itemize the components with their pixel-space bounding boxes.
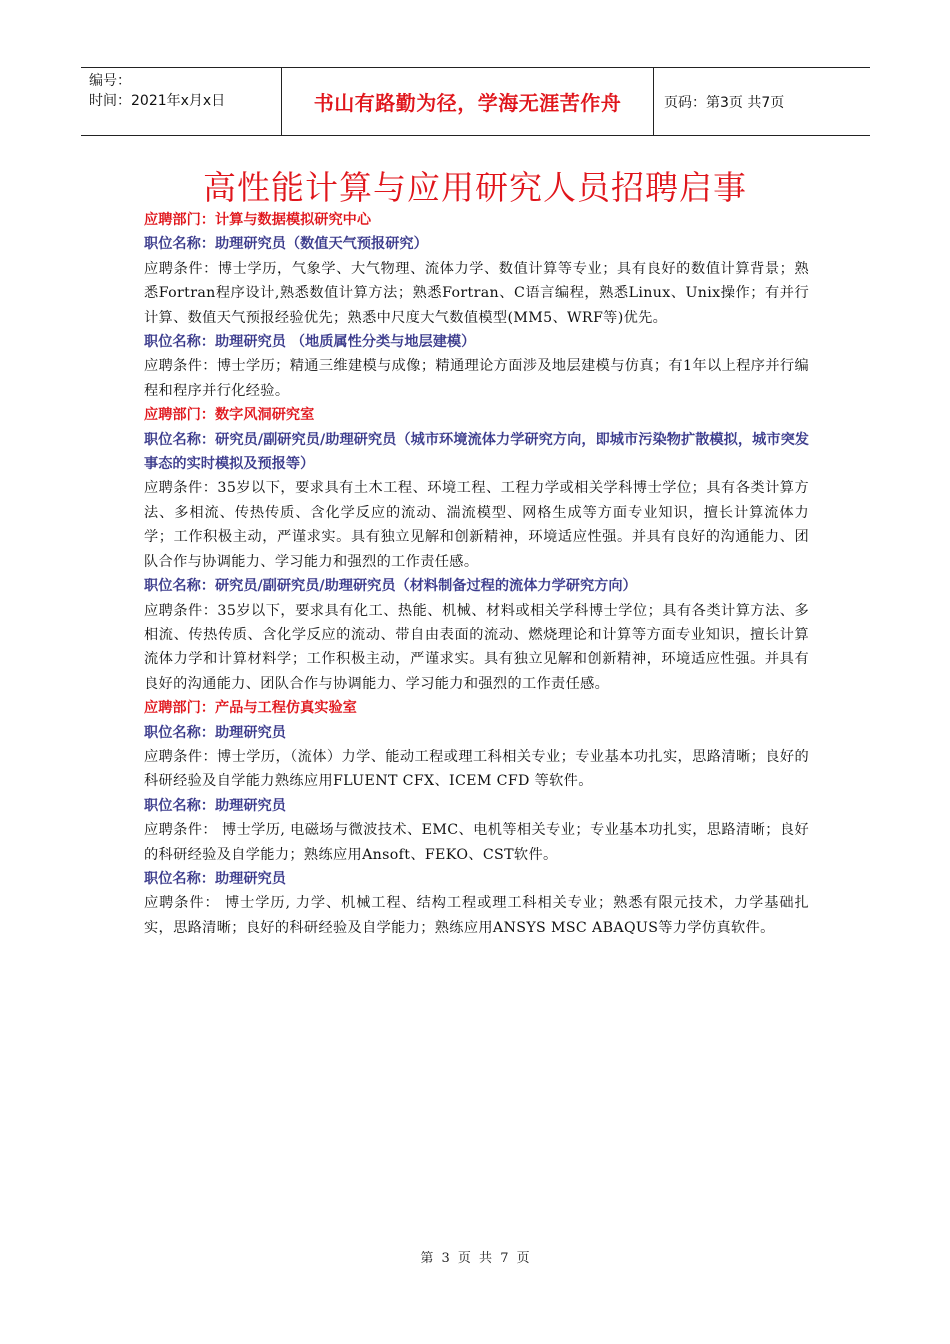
position-heading: 职位名称：助理研究员 [144,870,286,887]
requirements-paragraph: 应聘条件：35岁以下，要求具有土木工程、环境工程、工程力学或相关学科博士学位；具有各类计算方法、多相流、传热传质、含化学反应的流动、湍流模型、网格生成等方面专业知识，擅长计算流体力学；工作积极主动，严谨求实。具有独立见解和创新精神，环境适应性强。并具有良好的沟通能力、团队合作与协调能力、学习能力和强烈的工作责任感。 [144,480,809,570]
requirements-paragraph: 应聘条件：博士学历，（流体）力学、能动工程或理工科相关专业；专业基本功扎实，思路清晰；良好的科研经验及自学能力熟练应用FLUENT CFX、ICEM CFD 等软件。 [144,748,809,790]
position-heading: 职位名称：助理研究员（数值天气预报研究） [144,236,428,253]
header-meta [81,68,282,135]
position-heading: 职位名称：助理研究员 [144,724,286,741]
position-heading: 职位名称：助理研究员 [144,797,286,814]
time-label: 时间：2021年x月x日 [89,93,226,109]
position-heading: 职位名称：研究员/副研究员/助理研究员（城市环境流体力学研究方向，即城市污染物扩散模拟，城市突发事态的实时模拟及预报等） [144,431,809,473]
page-footer: 第 3 页 共 7 页 [420,1251,530,1266]
header-page-info: 页码：第3页 共7页 [664,94,785,111]
requirements-paragraph: 应聘条件： 博士学历, 力学、机械工程、结构工程或理工科相关专业；熟悉有限元技术，力学基础扎实，思路清晰；良好的科研经验及自学能力；熟练应用ANSYS MSC ABAQUS等力学仿真软件。 [144,895,809,936]
requirements-paragraph: 应聘条件：博士学历，气象学、大气物理、流体力学、数值计算等专业；具有良好的数值计算背景；熟悉Fortran程序设计,熟悉数值计算方法；熟悉Fortran、C语言编程，熟悉Linux、Unix操作；有并行计算、数值天气预报经验优先；熟悉中尺度大气数值模型(MM5、WRF等)优先。 [144,260,809,326]
department-heading: 应聘部门：计算与数据模拟研究中心 [144,212,372,228]
requirements-paragraph: 应聘条件：35岁以下，要求具有化工、热能、机械、材料或相关学科博士学位；具有各类计算方法、多相流、传热传质、含化学反应的流动、带自由表面的流动、燃烧理论和计算等方面专业知识，擅长计算流体力学和计算材料学；工作积极主动，严谨求实。具有独立见解和创新精神，环境适应性强。并具有良好的沟通能力、团队合作与协调能力、学习能力和强烈的工作责任感。 [144,602,809,692]
document-body [144,208,809,940]
position-heading: 职位名称：助理研究员 （地质属性分类与地层建模） [144,334,476,351]
page-header [81,67,870,136]
requirements-paragraph: 应聘条件：博士学历；精通三维建模与成像；精通理论方面涉及地层建模与仿真；有1年以上程序并行编程和程序并行化经验。 [144,358,809,399]
header-motto: 书山有路勤为径，学海无涯苦作舟 [282,68,654,135]
number-label: 编号： [89,73,131,89]
department-heading: 应聘部门：产品与工程仿真实验室 [144,700,357,717]
requirements-paragraph: 应聘条件： 博士学历, 电磁场与微波技术、EMC、电机等相关专业；专业基本功扎实，思路清晰；良好的科研经验及自学能力；熟练应用Ansoft、FEKO、CST软件。 [144,822,809,863]
document-title: 高性能计算与应用研究人员招聘启事 [203,168,747,207]
department-heading: 应聘部门：数字风洞研究室 [144,407,315,424]
position-heading: 职位名称：研究员/副研究员/助理研究员（材料制备过程的流体力学研究方向） [144,578,637,595]
